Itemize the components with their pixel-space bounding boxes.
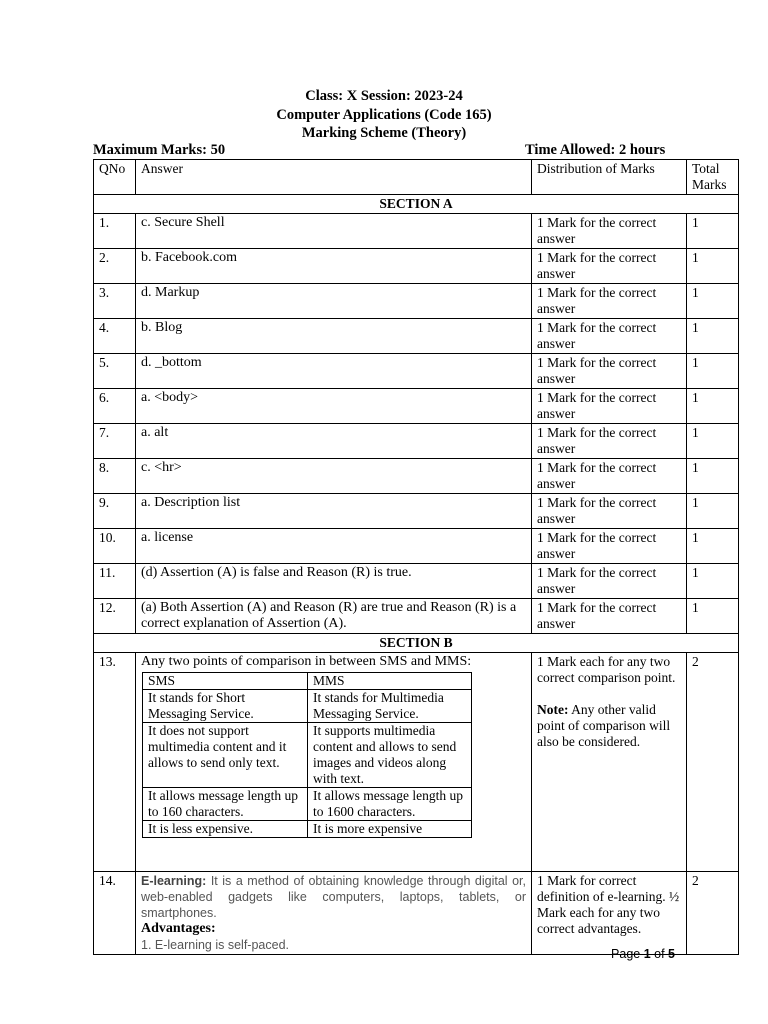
q13-distribution: 1 Mark each for any two correct comparison point. [537,654,676,685]
note-text: Any other valid point of comparison will also be considered. [537,702,671,749]
table-row [94,599,739,634]
table-row [94,389,739,424]
q13-note [537,702,681,750]
table-row [94,494,739,529]
question-number: 3. [94,284,136,319]
table-row [94,319,739,354]
answer-cell: b. Facebook.com [136,249,532,284]
note-label: Note: [537,702,569,717]
question-number: 12. [94,599,136,634]
answer-cell: b. Blog [136,319,532,354]
total-marks: 1 [687,599,739,634]
distribution-cell: 1 Mark for correct definition of e-learning. ½ Mark each for any two correct advantages. [532,872,687,955]
question-number: 8. [94,459,136,494]
distribution-cell: 1 Mark for the correct answer [532,319,687,354]
total-marks: 1 [687,529,739,564]
total-marks: 2 [687,872,739,955]
question-number: 7. [94,424,136,459]
distribution-cell: 1 Mark for the correct answer [532,284,687,319]
sms-cell: It allows message length up to 160 characters. [143,788,308,821]
question-number: 11. [94,564,136,599]
answer-cell: c. <hr> [136,459,532,494]
table-row [94,214,739,249]
total-marks: 1 [687,459,739,494]
section-a-row [94,195,739,214]
answer-cell: c. Secure Shell [136,214,532,249]
header-marking-scheme: Marking Scheme (Theory) [301,125,467,141]
question-number: 4. [94,319,136,354]
total-marks: 1 [687,354,739,389]
q14-term: E-learning: [141,874,207,888]
comparison-header: MMS [308,673,472,690]
table-row [94,459,739,494]
distribution-cell: 1 Mark for the correct answer [532,459,687,494]
distribution-cell: 1 Mark for the correct answer [532,214,687,249]
total-marks: 1 [687,494,739,529]
comparison-header: SMS [143,673,308,690]
time-allowed: Time Allowed: 2 hours [525,142,666,158]
total-marks: 1 [687,424,739,459]
question-number: 5. [94,354,136,389]
distribution-cell: 1 Mark for the correct answer [532,424,687,459]
question-number: 13. [94,653,136,872]
col-header-total: Total Marks [687,160,739,195]
sms-cell: It does not support multimedia content and it allows to send only text. [143,723,308,788]
header-class-session: Class: X Session: 2023-24 [305,88,463,104]
page-footer [611,947,675,961]
table-row [94,249,739,284]
answer-cell: d. _bottom [136,354,532,389]
comparison-row [143,723,472,788]
q13-intro: Any two points of comparison in between SMS and MMS: [141,654,472,669]
table-row [94,424,739,459]
total-marks: 1 [687,284,739,319]
of-word: of [650,947,669,961]
total-marks: 1 [687,389,739,424]
answer-cell: a. Description list [136,494,532,529]
section-a-rows [94,214,739,634]
mms-cell: It stands for Multimedia Messaging Service. [308,690,472,723]
comparison-row [143,690,472,723]
table-row [94,529,739,564]
comparison-row [143,821,472,838]
table-row [94,872,739,955]
answer-cell: a. <body> [136,389,532,424]
table-row [94,284,739,319]
q14-advantages-heading: Advantages: [141,921,216,936]
col-header-qno: QNo [94,160,136,195]
marking-scheme-table [93,159,739,955]
question-number: 1. [94,214,136,249]
answer-cell: a. alt [136,424,532,459]
table-row [94,354,739,389]
distribution-cell [532,653,687,872]
col-header-distribution: Distribution of Marks [532,160,687,195]
distribution-cell: 1 Mark for the correct answer [532,389,687,424]
distribution-cell: 1 Mark for the correct answer [532,564,687,599]
answer-cell: (a) Both Assertion (A) and Reason (R) are true and Reason (R) is a correct explanation of Assertion (A). [136,599,532,634]
maximum-marks: Maximum Marks: 50 [93,142,226,158]
page-total: 5 [668,947,675,961]
table-row [94,653,739,872]
comparison-row [143,788,472,821]
section-b-heading: SECTION B [94,634,739,653]
answer-cell: a. license [136,529,532,564]
total-marks: 1 [687,319,739,354]
distribution-cell: 1 Mark for the correct answer [532,354,687,389]
answer-cell [136,653,532,872]
mms-cell: It is more expensive [308,821,472,838]
section-b-row [94,634,739,653]
distribution-cell: 1 Mark for the correct answer [532,494,687,529]
table-row [94,564,739,599]
total-marks: 2 [687,653,739,872]
total-marks: 1 [687,214,739,249]
total-marks: 1 [687,249,739,284]
section-a-heading: SECTION A [94,195,739,214]
q14-advantage-1: 1. E-learning is self-paced. [141,938,289,952]
sms-cell: It is less expensive. [143,821,308,838]
distribution-cell: 1 Mark for the correct answer [532,529,687,564]
answer-cell: d. Markup [136,284,532,319]
table-header-row [94,160,739,195]
q14-definition-text: It is a method of obtaining knowledge through digital or, web-enabled gadgets like computers, laptops, tablets, or smartphones. [141,874,526,920]
header-subject: Computer Applications (Code 165) [276,107,492,123]
distribution-cell: 1 Mark for the correct answer [532,249,687,284]
q14-definition [141,873,526,921]
question-number: 9. [94,494,136,529]
total-marks: 1 [687,564,739,599]
question-number: 10. [94,529,136,564]
distribution-cell: 1 Mark for the correct answer [532,599,687,634]
mms-cell: It allows message length up to 1600 characters. [308,788,472,821]
question-number: 6. [94,389,136,424]
question-number: 14. [94,872,136,955]
question-number: 2. [94,249,136,284]
page-number: 1 [643,947,651,961]
comparison-header-row [143,673,472,690]
page-word: Page [611,947,644,961]
col-header-answer: Answer [136,160,532,195]
sms-mms-comparison-table [142,672,472,838]
answer-cell: (d) Assertion (A) is false and Reason (R) is true. [136,564,532,599]
answer-cell [136,872,532,955]
mms-cell: It supports multimedia content and allows to send images and videos along with text. [308,723,472,788]
sms-cell: It stands for Short Messaging Service. [143,690,308,723]
